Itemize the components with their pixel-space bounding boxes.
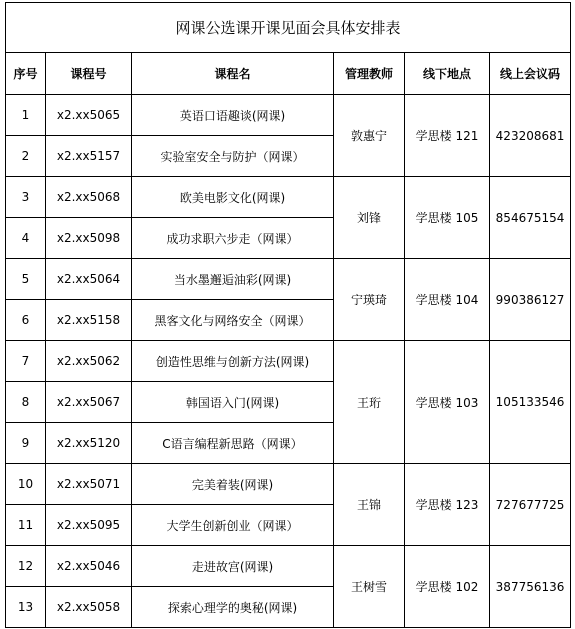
cell-course-id: x2.xx5064 bbox=[46, 259, 132, 300]
cell-course-id: x2.xx5068 bbox=[46, 177, 132, 218]
cell-course-name: 实验室安全与防护（网课） bbox=[132, 136, 334, 177]
cell-course-name: 当水墨邂逅油彩(网课) bbox=[132, 259, 334, 300]
cell-course-id: x2.xx5158 bbox=[46, 300, 132, 341]
cell-teacher: 刘锋 bbox=[334, 177, 405, 259]
header-course-name: 课程名 bbox=[132, 53, 334, 95]
table-row bbox=[6, 259, 571, 300]
cell-meeting-code: 990386127 bbox=[490, 259, 571, 341]
cell-course-name: C语言编程新思路（网课） bbox=[132, 423, 334, 464]
cell-course-id: x2.xx5062 bbox=[46, 341, 132, 382]
cell-location: 学思楼 105 bbox=[405, 177, 490, 259]
cell-no: 4 bbox=[6, 218, 46, 259]
cell-course-name: 完美着装(网课) bbox=[132, 464, 334, 505]
cell-no: 1 bbox=[6, 95, 46, 136]
cell-course-name: 走进故宫(网课) bbox=[132, 546, 334, 587]
cell-meeting-code: 387756136 bbox=[490, 546, 571, 628]
cell-location: 学思楼 103 bbox=[405, 341, 490, 464]
cell-no: 10 bbox=[6, 464, 46, 505]
table-row bbox=[6, 177, 571, 218]
cell-no: 9 bbox=[6, 423, 46, 464]
cell-no: 6 bbox=[6, 300, 46, 341]
cell-no: 7 bbox=[6, 341, 46, 382]
cell-course-name: 大学生创新创业（网课） bbox=[132, 505, 334, 546]
table-row bbox=[6, 341, 571, 382]
cell-location: 学思楼 104 bbox=[405, 259, 490, 341]
cell-course-id: x2.xx5065 bbox=[46, 95, 132, 136]
schedule-table bbox=[5, 2, 571, 628]
header-location: 线下地点 bbox=[405, 53, 490, 95]
cell-course-name: 黑客文化与网络安全（网课） bbox=[132, 300, 334, 341]
cell-no: 5 bbox=[6, 259, 46, 300]
title-row bbox=[6, 3, 571, 53]
cell-course-id: x2.xx5120 bbox=[46, 423, 132, 464]
cell-course-name: 英语口语趣谈(网课) bbox=[132, 95, 334, 136]
cell-teacher: 敦惠宁 bbox=[334, 95, 405, 177]
cell-meeting-code: 105133546 bbox=[490, 341, 571, 464]
cell-course-id: x2.xx5071 bbox=[46, 464, 132, 505]
cell-teacher: 王树雪 bbox=[334, 546, 405, 628]
cell-no: 11 bbox=[6, 505, 46, 546]
cell-meeting-code: 423208681 bbox=[490, 95, 571, 177]
cell-course-name: 成功求职六步走（网课） bbox=[132, 218, 334, 259]
header-meeting-code: 线上会议码 bbox=[490, 53, 571, 95]
cell-course-id: x2.xx5157 bbox=[46, 136, 132, 177]
table-row bbox=[6, 95, 571, 136]
cell-location: 学思楼 102 bbox=[405, 546, 490, 628]
cell-course-id: x2.xx5098 bbox=[46, 218, 132, 259]
cell-no: 8 bbox=[6, 382, 46, 423]
cell-course-name: 探索心理学的奥秘(网课) bbox=[132, 587, 334, 628]
cell-course-name: 欧美电影文化(网课) bbox=[132, 177, 334, 218]
table-row bbox=[6, 464, 571, 505]
cell-location: 学思楼 123 bbox=[405, 464, 490, 546]
cell-teacher: 宁瑛琦 bbox=[334, 259, 405, 341]
header-course-id: 课程号 bbox=[46, 53, 132, 95]
cell-no: 13 bbox=[6, 587, 46, 628]
cell-course-id: x2.xx5067 bbox=[46, 382, 132, 423]
cell-no: 12 bbox=[6, 546, 46, 587]
header-row bbox=[6, 53, 571, 95]
cell-teacher: 王锦 bbox=[334, 464, 405, 546]
cell-meeting-code: 727677725 bbox=[490, 464, 571, 546]
table-title: 网课公选课开课见面会具体安排表 bbox=[6, 3, 571, 53]
cell-course-id: x2.xx5058 bbox=[46, 587, 132, 628]
cell-location: 学思楼 121 bbox=[405, 95, 490, 177]
cell-course-id: x2.xx5046 bbox=[46, 546, 132, 587]
table-body bbox=[6, 3, 571, 628]
cell-course-name: 韩国语入门(网课) bbox=[132, 382, 334, 423]
cell-no: 3 bbox=[6, 177, 46, 218]
header-teacher: 管理教师 bbox=[334, 53, 405, 95]
header-no: 序号 bbox=[6, 53, 46, 95]
cell-meeting-code: 854675154 bbox=[490, 177, 571, 259]
cell-course-name: 创造性思维与创新方法(网课) bbox=[132, 341, 334, 382]
cell-course-id: x2.xx5095 bbox=[46, 505, 132, 546]
cell-teacher: 王珩 bbox=[334, 341, 405, 464]
cell-no: 2 bbox=[6, 136, 46, 177]
table-row bbox=[6, 546, 571, 587]
